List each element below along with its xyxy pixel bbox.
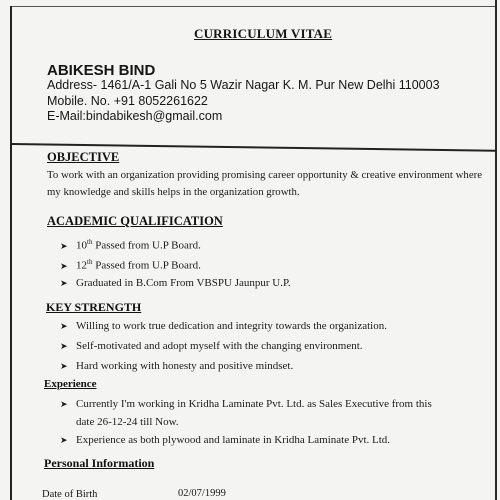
mobile-line: Mobile. No. +91 8052261622 <box>47 94 208 108</box>
dob-value: 02/07/1999 <box>178 488 226 499</box>
objective-heading: OBJECTIVE <box>47 150 120 164</box>
key-strength-heading: KEY STRENGTH <box>46 300 142 314</box>
address-line: Address- 1461/A-1 Gali No 5 Wazir Nagar K. M. Pur New Delhi 110003 <box>47 78 440 92</box>
experience-item <box>60 434 390 446</box>
experience-item <box>60 398 432 410</box>
strength-item-text: Willing to work true dedication and integrity towards the organization. <box>76 320 387 332</box>
frame-left-border <box>10 6 12 500</box>
strength-item-text: Hard working with honesty and positive mindset. <box>76 360 294 372</box>
academic-item-superscript: th <box>87 258 93 266</box>
arrowhead-bullet-icon: ➤ <box>60 321 68 331</box>
academic-item <box>60 277 291 289</box>
document-title: CURRICULUM VITAE <box>194 26 333 41</box>
academic-item <box>60 258 201 272</box>
arrowhead-bullet-icon: ➤ <box>60 278 68 288</box>
experience-item-continuation: date 26-12-24 till Now. <box>76 416 179 428</box>
strength-item-text: Self-motivated and adopt myself with the changing environment. <box>76 340 363 352</box>
arrowhead-bullet-icon: ➤ <box>60 361 68 371</box>
frame-top-border <box>10 6 496 7</box>
academic-item-text: Passed from U.P Board. <box>92 239 201 252</box>
academic-heading: ACADEMIC QUALIFICATION <box>47 214 223 228</box>
objective-text: To work with an organization providing promising career opportunity & creative environment where my knowledge and skills helps in the organization growth. <box>47 169 482 198</box>
dob-label: Date of Birth <box>42 489 98 500</box>
experience-heading: Experience <box>44 378 97 390</box>
strength-item <box>60 360 293 372</box>
strength-item <box>60 320 387 332</box>
academic-item-number: 12 <box>76 259 87 272</box>
academic-item-text: Passed from U.P Board. <box>92 259 201 272</box>
email-line: E-Mail:bindabikesh@gmail.com <box>47 109 223 123</box>
academic-item-text: Graduated in B.Com From VBSPU Jaunpur U.P. <box>76 277 291 289</box>
frame-right-border <box>495 0 497 500</box>
academic-item-superscript: th <box>87 238 93 246</box>
academic-item-number: 10 <box>76 239 87 252</box>
academic-item <box>60 238 201 252</box>
arrowhead-bullet-icon: ➤ <box>60 435 68 445</box>
arrowhead-bullet-icon: ➤ <box>60 260 68 271</box>
personal-info-heading: Personal Information <box>44 456 155 470</box>
experience-item-text: Currently I'm working in Kridha Laminate Pvt. Ltd. as Sales Executive from this <box>76 398 432 410</box>
arrowhead-bullet-icon: ➤ <box>60 341 68 351</box>
experience-item-text: Experience as both plywood and laminate in Kridha Laminate Pvt. Ltd. <box>76 434 391 446</box>
candidate-name: ABIKESH BIND <box>47 62 156 79</box>
strength-item <box>60 340 363 352</box>
arrowhead-bullet-icon: ➤ <box>60 399 68 409</box>
arrowhead-bullet-icon: ➤ <box>60 240 68 251</box>
